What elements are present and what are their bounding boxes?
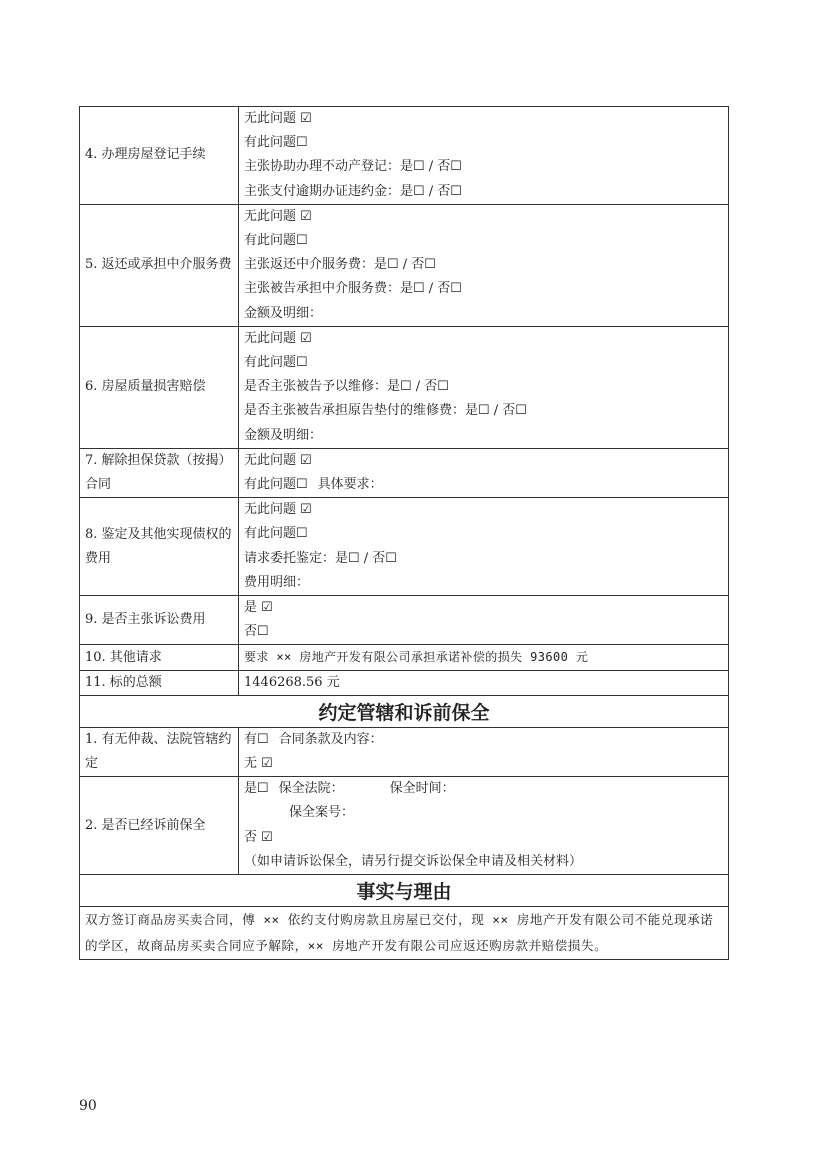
preservation-note: （如申请诉讼保全，请另行提交诉讼保全申请及相关材料）: [244, 853, 583, 869]
row-label: 4. 办理房屋登记手续: [80, 107, 239, 205]
option-line[interactable]: 有此问题☐: [244, 355, 308, 371]
complaint-form-table: [79, 106, 729, 960]
row-content: [239, 326, 729, 448]
requirement-label: 具体要求：: [317, 477, 383, 493]
option-line[interactable]: 无此问题 ☑: [244, 452, 312, 468]
row-label: 11. 标的总额: [80, 670, 239, 695]
table-row: [80, 777, 729, 875]
row-label: 7. 解除担保贷款（按揭）合同: [80, 448, 239, 497]
option-line[interactable]: 主张协助办理不动产登记：是☐ / 否☐: [244, 159, 462, 175]
table-row: [80, 727, 729, 776]
row-label: 9. 是否主张诉讼费用: [80, 596, 239, 645]
row-label: 2. 是否已经诉前保全: [80, 777, 239, 875]
option-line: 金额及明细：: [244, 427, 323, 443]
row-content: [239, 596, 729, 645]
option-line[interactable]: 无此问题 ☑: [244, 111, 312, 126]
table-row: [80, 670, 729, 695]
row-label: 1. 有无仲裁、法院管辖约定: [80, 727, 239, 776]
row-label: 5. 返还或承担中介服务费: [80, 204, 239, 326]
option-line[interactable]: 无此问题 ☑: [244, 502, 312, 518]
option-line[interactable]: 无此问题 ☑: [244, 208, 312, 224]
section-title-jurisdiction: 约定管辖和诉前保全: [80, 695, 729, 727]
section-header-row: [80, 695, 729, 727]
option-line[interactable]: 是否主张被告承担原告垫付的维修费：是☐ / 否☐: [244, 403, 527, 419]
option-line[interactable]: 有此问题☐: [244, 526, 308, 542]
option-line[interactable]: 是否主张被告予以维修：是☐ / 否☐: [244, 379, 449, 395]
option-line: 费用明细：: [244, 574, 310, 590]
option-line[interactable]: 主张返还中介服务费：是☐ / 否☐: [244, 257, 436, 273]
row-content: [239, 777, 729, 875]
row-content: [239, 670, 729, 695]
table-row: [80, 596, 729, 645]
total-amount: 1446268.56 元: [244, 674, 340, 690]
table-row: [80, 107, 729, 205]
option-no[interactable]: 无 ☑: [244, 756, 273, 772]
row-content: [239, 498, 729, 596]
clause-label: 合同条款及内容：: [278, 731, 383, 747]
option-line[interactable]: 主张被告承担中介服务费：是☐ / 否☐: [244, 281, 462, 297]
section-header-row: [80, 875, 729, 907]
option-line[interactable]: 有此问题☐: [244, 477, 308, 493]
section-title-facts: 事实与理由: [80, 875, 729, 907]
option-line[interactable]: 请求委托鉴定：是☐ / 否☐: [244, 550, 397, 566]
page-number: 90: [79, 1098, 97, 1114]
option-line[interactable]: 有此问题☐: [244, 135, 308, 151]
preservation-case-label: 保全案号：: [289, 805, 355, 821]
table-row: [80, 204, 729, 326]
table-row: [80, 645, 729, 670]
option-line[interactable]: 是 ☑: [244, 600, 273, 616]
row-content: [239, 107, 729, 205]
table-row: [80, 498, 729, 596]
table-row: [80, 907, 729, 960]
table-row: [80, 448, 729, 497]
facts-text: 双方签订商品房买卖合同，傅 ×× 依约支付购房款且房屋已交付，现 ×× 房地产开发有限公司不能兑现承诺的学区，故商品房买卖合同应予解除，×× 房地产开发有限公司应返还购房款并赔偿损失。: [80, 907, 729, 960]
option-line[interactable]: 有此问题☐: [244, 233, 308, 249]
row-content: [239, 645, 729, 670]
row-label: 6. 房屋质量损害赔偿: [80, 326, 239, 448]
option-line: 金额及明细：: [244, 305, 323, 321]
row-content: [239, 448, 729, 497]
preservation-time-label: 保全时间：: [389, 781, 455, 797]
preservation-court-label: 保全法院：: [278, 781, 344, 797]
option-yes[interactable]: 有☐: [244, 731, 269, 747]
row-label: 10. 其他请求: [80, 645, 239, 670]
row-label: 8. 鉴定及其他实现债权的费用: [80, 498, 239, 596]
other-claims-text: 要求 ×× 房地产开发有限公司承担承诺补偿的损失 93600 元: [244, 650, 589, 665]
option-no[interactable]: 否 ☑: [244, 829, 273, 845]
option-line[interactable]: 主张支付逾期办证违约金：是☐ / 否☐: [244, 183, 462, 199]
option-yes[interactable]: 是☐: [244, 781, 269, 797]
row-content: [239, 727, 729, 776]
option-line[interactable]: 否☐: [244, 624, 269, 640]
option-line[interactable]: 无此问题 ☑: [244, 330, 312, 346]
table-row: [80, 326, 729, 448]
row-content: [239, 204, 729, 326]
